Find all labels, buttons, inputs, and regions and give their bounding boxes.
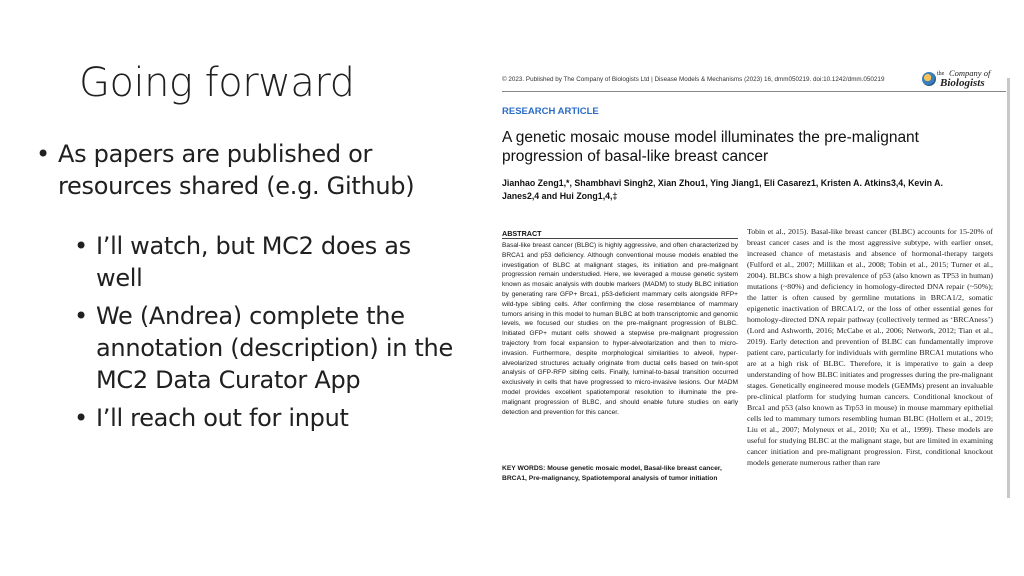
article-type: RESEARCH ARTICLE: [502, 106, 599, 117]
paper-screenshot: [494, 64, 1014, 504]
paper-title: A genetic mosaic mouse model illuminates the pre-malignant progression of basal-like breast cancer: [502, 129, 919, 165]
paper-header: © 2023. Published by The Company of Biologists Ltd | Disease Models & Mechanisms (2023) 16, dmm050219. doi:10.1242/dmm.050219: [502, 76, 885, 83]
logo-biologists: Biologists: [940, 77, 985, 89]
scrollbar[interactable]: [1007, 78, 1010, 498]
bullet-dot-icon: •: [74, 404, 88, 432]
sub-bullet-text: I’ll watch, but MC2 does as well: [96, 232, 411, 292]
slide-title: Going forward: [79, 60, 355, 106]
sub-bullet-text: We (Andrea) complete the annotation (description) in the MC2 Data Curator App: [96, 302, 453, 394]
logo-company: Company of: [949, 68, 991, 78]
publisher-logo: [922, 68, 1004, 92]
logo-the: the: [937, 71, 945, 77]
bullet-main: [36, 138, 456, 202]
abstract-divider: [502, 238, 738, 239]
sub-bullet-list: [36, 230, 456, 434]
paper-authors: Jianhao Zeng1,*, Shambhavi Singh2, Xian Zhou1, Ying Jiang1, Eli Casarez1, Kristen A. Atkins3,4, Kevin A. Janes2,4 and Hui Zong1,4,‡: [502, 178, 943, 201]
bullet-dot-icon: •: [74, 232, 88, 260]
logo-swoosh-icon: [922, 72, 936, 86]
sub-bullet: [74, 402, 456, 434]
sub-bullet-text: I’ll reach out for input: [96, 404, 349, 432]
bullet-dot-icon: •: [36, 140, 50, 168]
keywords: KEY WORDS: Mouse genetic mosaic model, Basal-like breast cancer, BRCA1, Pre-malignancy, Spatiotemporal analysis of tumor initiation: [502, 465, 722, 482]
header-divider: [502, 91, 1006, 92]
intro-text: Tobin et al., 2015). Basal-like breast cancer (BLBC) accounts for 15-20% of breast cancer cases and is the most aggressive subtype, with earlier onset, increased chance of metastasis and absence of hormonal-therapy targets (Fulford et al., 2007; Millikan et al., 2008; Tobin et al., 2015; Turner et al., 2004). BLBCs show a high prevalence of p53 (also known as TP53 in human) mutations (~80%) and deficiency in homology-directed DNA repair (~50%); the latter is often caused by germline mutations in BRCA1/2, somatic epigenetic inactivation of BRCA1/2, or the loss of other essential genes for homology-directed DNA repair pathway (collectively termed as ‘BRCAness’) (Lord and Ashworth, 2016; McCabe et al., 2006; Network, 2012; Tian et al., 2019). Early detection and prevention of BLBC can fundamentally improve patient care, particularly for individuals with germline BRCA1 mutations who are at a high risk of BLBC. Therefore, it is imperative to gain a deep understanding of how BLBC initiates and progresses during the pre-malignant stages. Genetically engineered mouse models (GEMMs) present an invaluable pre-clinical platform for studying human cancers. Conditional knockout of Brca1 and p53 (also known as Trp53 in mouse) in mouse mammary epithelial cells led to mammary tumors resembling human BLBC (Hollern et al., 2019; Liu et al., 2007; Molyneux et al., 2010; Xu et al., 1999). These models are useful for studying BLBC at the malignant stage, but are limited in examining cancer initiation and pre-malignant progression. First, conditional knockout models generate numerous rather than rare: [747, 227, 993, 467]
bullet-dot-icon: •: [74, 302, 88, 330]
abstract-heading: ABSTRACT: [502, 229, 542, 238]
bullet-main-text: As papers are published or resources shared (e.g. Github): [58, 140, 415, 200]
bullet-list: [36, 138, 456, 440]
sub-bullet: [74, 230, 456, 294]
abstract-text: Basal-like breast cancer (BLBC) is highly aggressive, and often characterized by BRCA1 and p53 deficiency. Although conventional mouse models enabled the investigation of BLBC at malignant stages, its initiation and pre-malignant progression remain understudied. Here, we leveraged a mouse genetic system known as mosaic analysis with double markers (MADM) to study BLBC initiation by generating rare GFP+ Brca1, p53-deficient mammary cells alongside RFP+ wild-type sibling cells. After confirming the close resemblance of mammary tumors arising in this model to human BLBC at both transcriptomic and genomic levels, we focused our studies on the pre-malignant progression of BLBC. Initiated GFP+ mutant cells showed a stepwise pre-malignant progression trajectory from focal expansion to hyper-alveolarization and then to micro-invasion. Furthermore, despite morphological similarities to alveoli, hyper-alveolarized structures actually originate from ductal cells based on twin-spot analysis of GFP-RFP sibling cells. Finally, luminal-to-basal transition occurred exclusively in cells that have progressed to micro-invasive lesions. Our MADM model provides excellent spatiotemporal resolution to illuminate the pre-malignant progression of BLBC, and should enable future studies on early detection and prevention for this cancer.: [502, 242, 738, 416]
sub-bullet: [74, 300, 456, 396]
